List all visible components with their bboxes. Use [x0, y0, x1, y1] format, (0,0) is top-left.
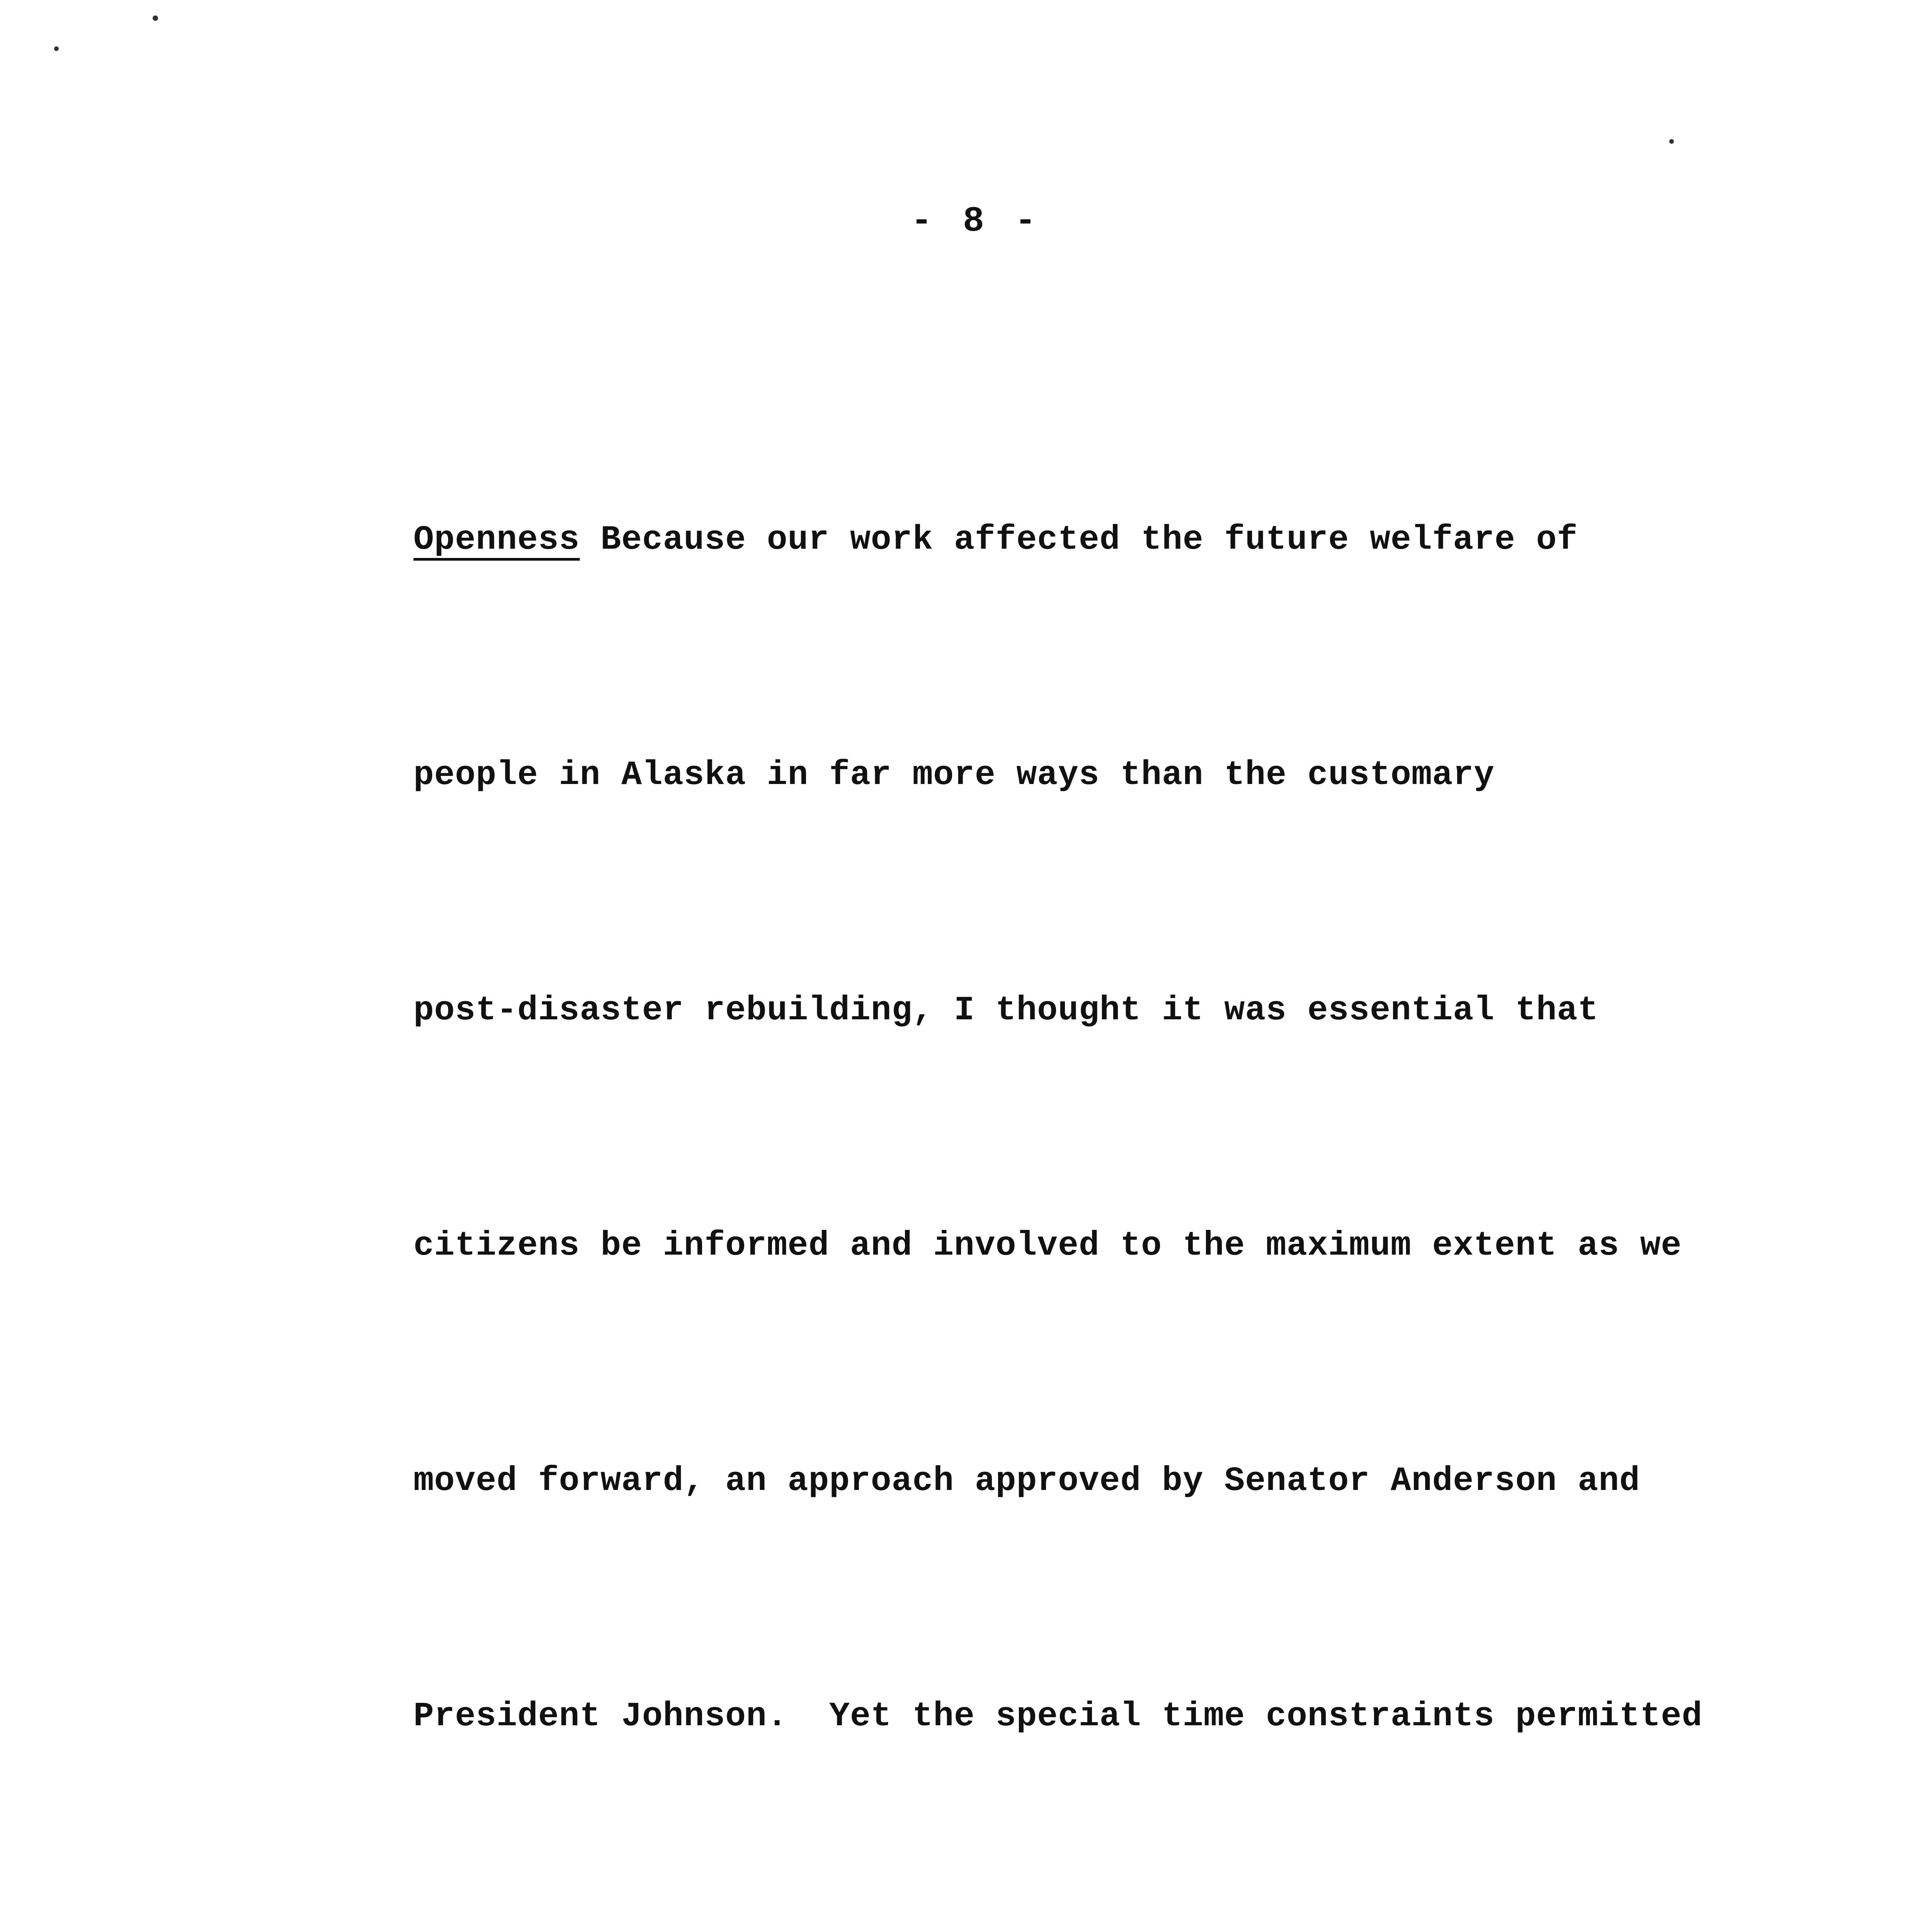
scan-speck [1669, 139, 1674, 144]
text-line: Openness Because our work affected the future welfare of [413, 521, 1578, 559]
scan-speck [54, 46, 59, 51]
text-line: President Johnson. Yet the special time constraints permitted [413, 1697, 1703, 1736]
text-line: people in Alaska in far more ways than the customary [413, 756, 1495, 794]
section-heading: Openness [413, 521, 580, 559]
paragraph-openness [413, 344, 1708, 1932]
text-line: post-disaster rebuilding, I thought it was essential that [413, 992, 1599, 1030]
text-line [413, 1913, 1708, 1932]
scan-speck [153, 15, 158, 21]
text-line: moved forward, an approach approved by Senator Anderson and [413, 1462, 1640, 1500]
text-line: citizens be informed and involved to the maximum extent as we [413, 1227, 1682, 1265]
page-number: - 8 - [911, 201, 1041, 242]
